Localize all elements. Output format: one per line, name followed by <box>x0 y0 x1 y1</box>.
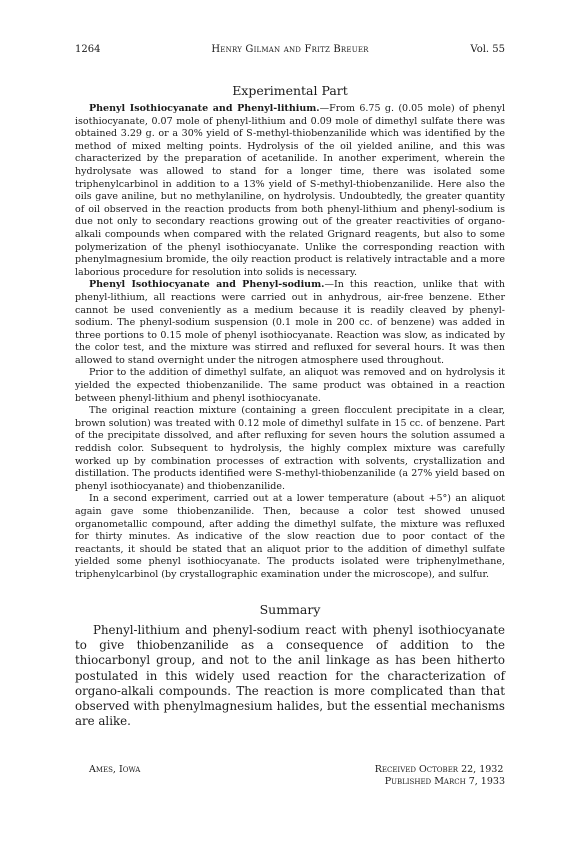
paragraph-second-experiment <box>75 493 505 581</box>
paragraph-text: Prior to the addition of dimethyl sulfate, an aliquot was removed and on hydrolysis it yielded the expected thiobenzanilide. The same product was obtained in a reaction between phenyl-lithium and phenyl isothiocyanate. <box>75 367 505 404</box>
summary-body <box>75 623 505 729</box>
summary-paragraph: Phenyl-lithium and phenyl-sodium react with phenyl isothiocyanate to give thiobenzanilide as a consequence of addition to the thiocarbonyl group, and not to the anil linkage as has been hitherto postulated in this widely used reaction for the characterization of organo-alkali compounds. The reaction is more complicated than that observed with phenylmagnesium halides, but the essential mechanisms are alike. <box>75 623 505 729</box>
received-date: Received October 22, 1932 <box>374 764 504 775</box>
paragraph-text: —In this reaction, unlike that with phenyl-lithium, all reactions were carried out in anhydrous, air-free benzene. Ether cannot be used conveniently as a medium because it is readily cleaved by phenyl-sodium. The phenyl-sodium suspension (0.1 mole in 200 cc. of benzene) was added in three portions to 0.15 mole of phenyl isothiocyanate. Reaction was slow, as indicated by the color test, and the mixture was stirred and refluxed for several hours. It was then allowed to stand overnight under the nitrogen atmosphere used throughout. <box>75 279 505 366</box>
summary-heading: Summary <box>259 602 321 617</box>
paragraph-phenyl-sodium <box>75 279 505 367</box>
author-location: Ames, Iowa <box>89 764 141 775</box>
paragraph-phenyl-lithium <box>75 103 505 279</box>
article-dates <box>375 764 505 788</box>
experimental-heading: Experimental Part <box>232 83 348 98</box>
paragraph-text: The original reaction mixture (containing a green flocculent precipitate in a clear, brown solution) was treated with 0.12 mole of dimethyl sulfate in 15 cc. of benzene. Part of the precipitate dissolved, and after refluxing for seven hours the solution assumed a reddish color. Subsequent to hydrolysis, the highly complex mixture was carefully worked up by combination processes of extraction with solvents, crystallization and distillation. The products identified were S-methyl-thiobenzanilide (a 27% yield based on phenyl isothiocyanate) and thiobenzanilide. <box>75 405 505 492</box>
paragraph-reaction-mixture <box>75 405 505 493</box>
running-header-authors: Henry Gilman and Fritz Breuer <box>211 44 369 55</box>
paragraph-text: In a second experiment, carried out at a lower temperature (about +5°) an aliquot again gave some thiobenzanilide. Then, because a color test showed unused organometallic compound, after adding the dimethyl sulfate, the mixture was refluxed for thirty minutes. As indicative of the slow reaction due to poor contact of the reactants, it should be stated that an aliquot prior to the addition of dimethyl sulfate yielded some phenyl isothiocyanate. The products isolated were triphenylmethane, triphenylcarbinol (by crystallographic examination under the microscope), and sulfur. <box>75 493 505 580</box>
paragraph-lead: Phenyl Isothiocyanate and Phenyl-lithium. <box>89 103 320 114</box>
paragraph-text: —From 6.75 g. (0.05 mole) of phenyl isothiocyanate, 0.07 mole of phenyl-lithium and 0.09 mole of dimethyl sulfate there was obtained 3.29 g. or a 30% yield of S-methyl-thiobenzanilide which was identified by the method of mixed melting points. Hydrolysis of the oil yielded aniline, and this was characterized by the preparation of acetanilide. In another experiment, wherein the hydrolysate was allowed to stand for a longer time, there was isolated some triphenylcarbinol in addition to a 13% yield of S-methyl-thiobenzanilide. Here also the oils gave aniline, but no methylaniline, on hydrolysis. Undoubtedly, the greater quantity of oil observed in the reaction products from both phenyl-lithium and phenyl-sodium is due not only to secondary reactions growing out of the greater reactivities of organo-alkali compounds when compared with the related Grignard reagents, but also to some polymerization of the phenyl isothiocyanate. Unlike the corresponding reaction with phenylmagnesium bromide, the oily reaction product is relatively intractable and a more laborious procedure for resolution into solids is necessary. <box>75 103 505 278</box>
paragraph-aliquot <box>75 367 505 405</box>
volume-label: Vol. 55 <box>470 44 505 55</box>
page-number: 1264 <box>75 44 101 55</box>
paragraph-lead: Phenyl Isothiocyanate and Phenyl-sodium. <box>89 279 325 291</box>
running-header <box>75 43 505 57</box>
experimental-body <box>75 103 505 582</box>
published-date: Published March 7, 1933 <box>384 776 505 787</box>
